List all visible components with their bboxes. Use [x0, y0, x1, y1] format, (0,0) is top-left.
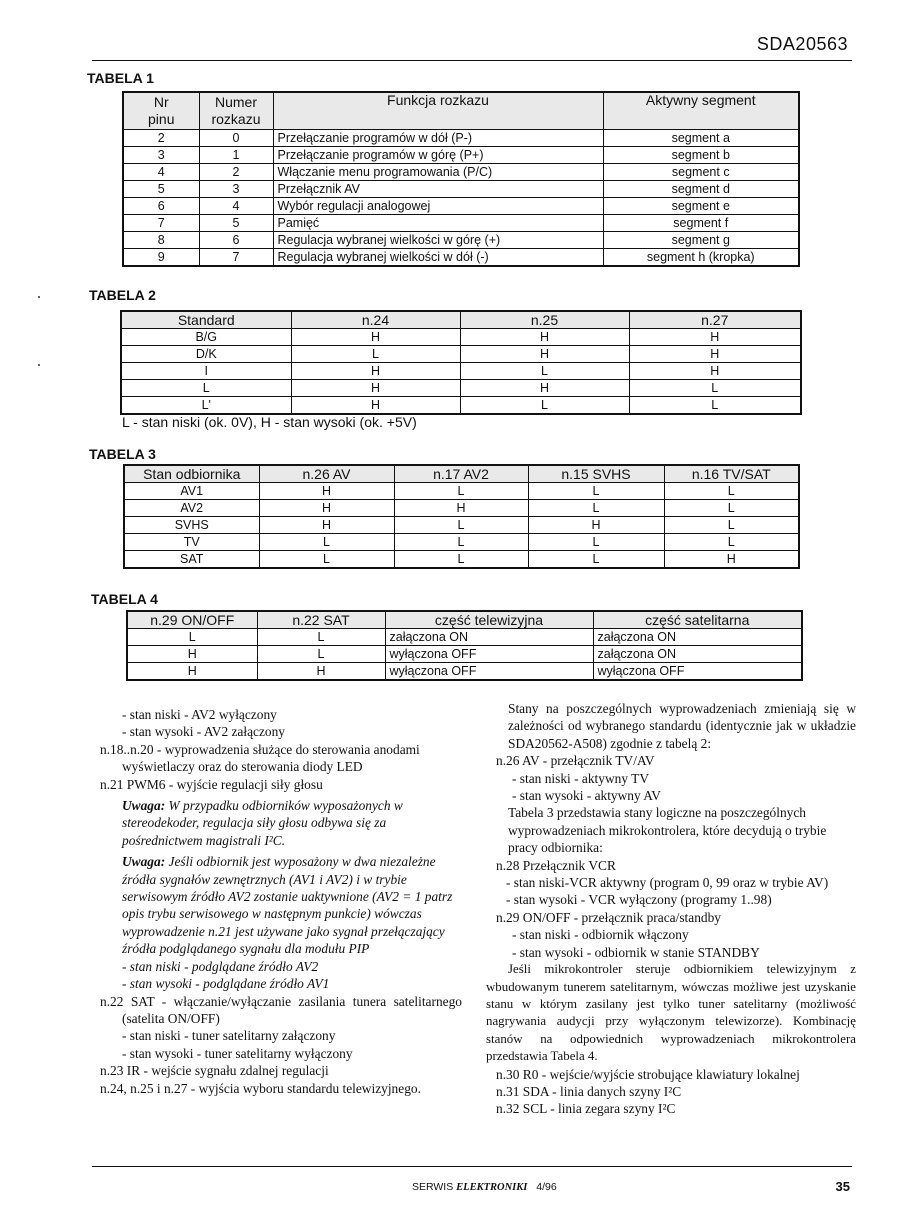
table1-cell: segment b — [603, 147, 799, 164]
table4-header-cell: część telewizyjna — [385, 611, 593, 629]
table4-row — [127, 629, 802, 646]
table4-cell: H — [127, 646, 257, 663]
table2-cell: H — [460, 329, 629, 346]
table1-row — [123, 232, 799, 249]
table4-cell: załączona ON — [593, 629, 802, 646]
table1-cell: Przełączanie programów w górę (P+) — [273, 147, 603, 164]
note-text: Jeśli odbiornik jest wyposażony w dwa niezależne źródła sygnałów zewnętrznych (AV1 i AV2) i w trybie serwisowym źródło AV2 zostanie uaktywnione (AV2 = 1 patrz opis trybu serwisowego w następnym punkcie) wówczas wyprowadzenie n.21 jest używane jako sygnał przełączający źródła podglądanego sygnału dla modułu PIP — [122, 854, 453, 957]
table1-header-cell: Aktywny segment — [603, 92, 799, 130]
table3-row — [124, 517, 799, 534]
table1-header-cell: Funkcja rozkazu — [273, 92, 603, 130]
table3-cell: H — [259, 517, 394, 534]
text-line: - stan niski - aktywny TV — [512, 770, 649, 786]
table4-cell: wyłączona OFF — [593, 663, 802, 681]
table1-cell: Włączanie menu programowania (P/C) — [273, 164, 603, 181]
table4-header-row — [127, 611, 802, 629]
table1-header-cell: Numer rozkazu — [199, 92, 273, 130]
table1-cell: segment e — [603, 198, 799, 215]
table3-cell: L — [394, 534, 528, 551]
table1-row — [123, 164, 799, 181]
text-line: - stan wysoki - podglądane źródło AV1 — [122, 976, 330, 992]
table1-cell: Przełącznik AV — [273, 181, 603, 198]
table1-row — [123, 249, 799, 267]
table2-cell: D/K — [121, 346, 291, 363]
text-line: - stan wysoki - AV2 załączony — [122, 724, 286, 740]
table4-cell: L — [127, 629, 257, 646]
table4-cell: L — [257, 646, 385, 663]
table1-cell: 2 — [199, 164, 273, 181]
table1-row — [123, 130, 799, 147]
table1-cell: 1 — [199, 147, 273, 164]
table1-caption: TABELA 1 — [87, 70, 154, 86]
table2-row — [121, 346, 801, 363]
table2-header-cell: n.25 — [460, 311, 629, 329]
table3-cell: H — [528, 517, 664, 534]
table1-cell: 9 — [123, 249, 199, 267]
table1-cell: 2 — [123, 130, 199, 147]
text-line: n.30 R0 - wejście/wyjście strobujące klawiatury lokalnej — [496, 1066, 800, 1082]
text-line: n.28 Przełącznik VCR — [496, 857, 616, 873]
table3-cell: L — [664, 517, 799, 534]
table2-legend-note: L - stan niski (ok. 0V), H - stan wysoki (ok. +5V) — [122, 414, 417, 430]
table3-cell: H — [259, 483, 394, 500]
footer-magazine — [412, 1181, 557, 1193]
table3-header-cell: n.26 AV — [259, 465, 394, 483]
table1-cell: 4 — [123, 164, 199, 181]
table1-cell: segment d — [603, 181, 799, 198]
table2-cell: H — [460, 380, 629, 397]
text-line: n.26 AV - przełącznik TV/AV — [496, 753, 655, 769]
table4-caption: TABELA 4 — [91, 591, 158, 607]
table1-cell: 5 — [123, 181, 199, 198]
table1-cell: segment a — [603, 130, 799, 147]
text-paragraph: n.22 SAT - włączanie/wyłączanie zasilania tunera satelitarnego (satelita ON/OFF) — [100, 993, 462, 1026]
text-line: - stan niski - odbiornik włączony — [512, 927, 689, 943]
table2-cell: L — [460, 397, 629, 415]
table3-cell: L — [528, 551, 664, 569]
table4-cell: załączona ON — [385, 629, 593, 646]
table3-cell: SVHS — [124, 517, 259, 534]
table1-cell: 6 — [199, 232, 273, 249]
table3-cell: L — [259, 534, 394, 551]
table3-header-cell: Stan odbiornika — [124, 465, 259, 483]
scan-speck — [38, 296, 40, 298]
table3-cell: L — [664, 483, 799, 500]
table1-cell: Regulacja wybranej wielkości w górę (+) — [273, 232, 603, 249]
table1-cell: segment g — [603, 232, 799, 249]
table3-cell: L — [259, 551, 394, 569]
table1-cell: 6 — [123, 198, 199, 215]
table4-header-cell: n.29 ON/OFF — [127, 611, 257, 629]
table2-row — [121, 380, 801, 397]
table1-cell: 3 — [199, 181, 273, 198]
table2-cell: H — [291, 380, 460, 397]
table4-cell: H — [257, 663, 385, 681]
text-line: - stan niski - podglądane źródło AV2 — [122, 958, 319, 974]
table2-header-cell: n.27 — [629, 311, 801, 329]
text-line: - stan wysoki - aktywny AV — [512, 788, 661, 804]
table1-cell: 0 — [199, 130, 273, 147]
table3-row — [124, 534, 799, 551]
table2-cell: H — [291, 397, 460, 415]
table4-header-cell: n.22 SAT — [257, 611, 385, 629]
text-paragraph: n.18..n.20 - wyprowadzenia służące do sterowania anodami wyświetlaczy oraz do sterowania diody LED — [100, 741, 420, 775]
table3-row — [124, 500, 799, 517]
table1-row — [123, 198, 799, 215]
table3-caption: TABELA 3 — [89, 446, 156, 462]
document-code: SDA20563 — [756, 34, 848, 54]
right-column-text — [486, 700, 856, 1118]
table4-header-cell: część satelitarna — [593, 611, 802, 629]
table3-cell: H — [394, 500, 528, 517]
note-label: Uwaga: — [122, 854, 166, 870]
scan-speck — [38, 364, 40, 366]
table2-cell: H — [460, 346, 629, 363]
table3-cell: SAT — [124, 551, 259, 569]
table2-cell: L — [121, 380, 291, 397]
text-line: - stan wysoki - odbiornik w stanie STANDBY — [512, 944, 760, 960]
text-line: - stan wysoki - VCR wyłączony (programy 1..98) — [506, 892, 772, 908]
table2-cell: H — [629, 346, 801, 363]
table2 — [120, 310, 802, 415]
text-line: n.23 IR - wejście sygnału zdalnej regulacji — [100, 1063, 329, 1079]
table1-header-row — [123, 92, 799, 130]
table3-row — [124, 551, 799, 569]
table3-cell: H — [664, 551, 799, 569]
table2-row — [121, 397, 801, 415]
table1-cell: 7 — [199, 249, 273, 267]
table2-header-cell: Standard — [121, 311, 291, 329]
text-line: - stan niski - tuner satelitarny załączony — [122, 1028, 336, 1044]
table1-cell: Przełączanie programów w dół (P-) — [273, 130, 603, 147]
table2-row — [121, 363, 801, 380]
left-column-text — [100, 706, 462, 1097]
text-line: n.32 SCL - linia zegara szyny I²C — [496, 1101, 676, 1117]
table2-cell: I — [121, 363, 291, 380]
table1-cell: Pamięć — [273, 215, 603, 232]
table2-header-row — [121, 311, 801, 329]
text-line: n.24, n.25 i n.27 - wyjścia wyboru standardu telewizyjnego. — [100, 1080, 421, 1096]
table1-cell: 3 — [123, 147, 199, 164]
table1-row — [123, 147, 799, 164]
text-line: n.21 PWM6 - wyjście regulacji siły głosu — [100, 776, 323, 792]
table1-row — [123, 215, 799, 232]
table4-cell: H — [127, 663, 257, 681]
table2-cell: L — [291, 346, 460, 363]
text-paragraph: Tabela 3 przedstawia stany logiczne na poszczególnych wyprowadzeniach mikrokontrolera, które decydują o trybie pracy odbiornika: — [508, 805, 827, 856]
note-label: Uwaga: — [122, 798, 166, 814]
table3-header-cell: n.15 SVHS — [528, 465, 664, 483]
text-paragraph: - stan niski-VCR aktywny (program 0, 99 oraz w trybie AV) — [506, 875, 829, 891]
note-text: W przypadku odbiorników wyposażonych w stereodekoder, regulacja siły głosu odbywa się za pośrednictwem magistrali I²C. — [122, 798, 403, 848]
table2-cell: L' — [121, 397, 291, 415]
table1-cell: 4 — [199, 198, 273, 215]
page-number: 35 — [835, 1179, 850, 1194]
note-paragraph — [100, 853, 462, 957]
table2-cell: H — [291, 363, 460, 380]
table2-cell: H — [291, 329, 460, 346]
table3-cell: L — [394, 551, 528, 569]
text-line: - stan niski - AV2 wyłączony — [122, 707, 277, 722]
table3-cell: L — [528, 483, 664, 500]
table4-cell: L — [257, 629, 385, 646]
table2-cell: H — [629, 363, 801, 380]
table3-cell: TV — [124, 534, 259, 551]
table3-cell: L — [394, 517, 528, 534]
table3-cell: L — [664, 500, 799, 517]
header-rule — [92, 60, 852, 61]
table4-row — [127, 663, 802, 681]
table4-cell: wyłączona OFF — [385, 646, 593, 663]
table1-row — [123, 181, 799, 198]
text-paragraph: Stany na poszczególnych wyprowadzeniach zmieniają się w zależności od wybranego standardu (identycznie jak w układzie SDA20562-A508) zgodnie z tabelą 2: — [508, 701, 856, 751]
text-line: n.31 SDA - linia danych szyny I²C — [496, 1083, 682, 1099]
text-paragraph: Jeśli mikrokontroler steruje odbiornikiem telewizyjnym z wbudowanym tunerem satelitarnym, wówczas możliwe jest uzyskanie stanu w którym zasilany jest tylko tuner satelitarny (możliwość nagrywania audycji przy wyłączonym telewizorze). Kombinację stanów na odpowiednich wyprowadzeniach mikrokontrolera przedstawia Tabela 4. — [486, 962, 856, 1064]
text-line: - stan wysoki - tuner satelitarny wyłączony — [122, 1045, 353, 1061]
table2-cell: B/G — [121, 329, 291, 346]
text-line: n.29 ON/OFF - przełącznik praca/standby — [496, 909, 721, 925]
footer-issue: 4/96 — [536, 1181, 557, 1193]
table3 — [123, 464, 800, 569]
table1-cell: segment h (kropka) — [603, 249, 799, 267]
table3-cell: L — [664, 534, 799, 551]
table2-row — [121, 329, 801, 346]
table4-row — [127, 646, 802, 663]
table1-cell: Regulacja wybranej wielkości w dół (-) — [273, 249, 603, 267]
table3-cell: AV2 — [124, 500, 259, 517]
table4-cell: wyłączona OFF — [385, 663, 593, 681]
table2-cell: H — [629, 329, 801, 346]
table1-cell: 8 — [123, 232, 199, 249]
table1-cell: segment f — [603, 215, 799, 232]
footer-rule — [92, 1166, 852, 1167]
table2-cell: L — [629, 397, 801, 415]
table3-header-cell: n.17 AV2 — [394, 465, 528, 483]
table1-header-cell: Nr pinu — [123, 92, 199, 130]
table1 — [122, 91, 800, 267]
note-paragraph — [100, 797, 462, 849]
table3-cell: L — [528, 534, 664, 551]
table3-header-cell: n.16 TV/SAT — [664, 465, 799, 483]
table1-cell: 5 — [199, 215, 273, 232]
table3-row — [124, 483, 799, 500]
table2-header-cell: n.24 — [291, 311, 460, 329]
table3-cell: H — [259, 500, 394, 517]
table1-cell: Wybór regulacji analogowej — [273, 198, 603, 215]
table1-cell: 7 — [123, 215, 199, 232]
table2-caption: TABELA 2 — [89, 287, 156, 303]
table3-cell: L — [394, 483, 528, 500]
footer-magazine-name: SERWIS — [412, 1181, 454, 1193]
table2-cell: L — [629, 380, 801, 397]
footer-magazine-brand: ELEKTRONIKI — [456, 1182, 528, 1193]
table4 — [126, 610, 803, 681]
table3-header-row — [124, 465, 799, 483]
table1-cell: segment c — [603, 164, 799, 181]
table3-cell: AV1 — [124, 483, 259, 500]
table3-cell: L — [528, 500, 664, 517]
table4-cell: załączona ON — [593, 646, 802, 663]
table2-cell: L — [460, 363, 629, 380]
